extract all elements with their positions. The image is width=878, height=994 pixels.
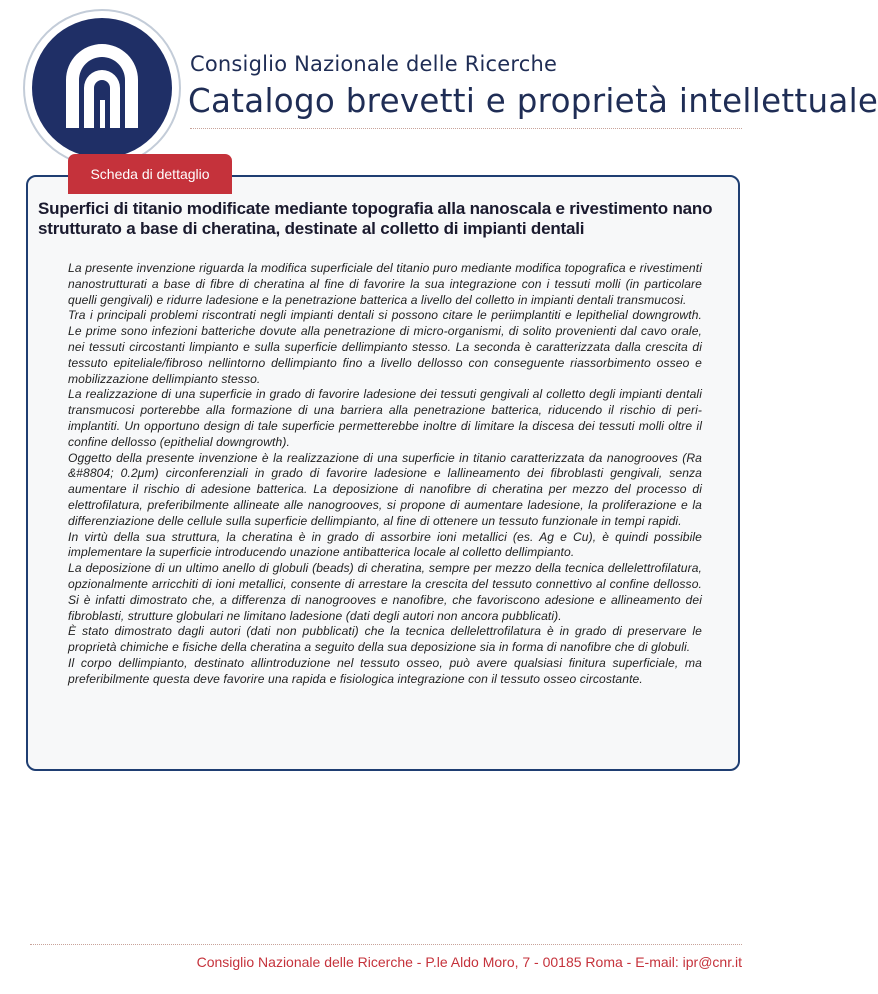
description-paragraph: La deposizione di un ultimo anello di globuli (beads) di cheratina, sempre per mezzo della tecnica dellelettrofilatura, opzionalmente arricchiti di ioni metallici, consente di arrestare la crescita del tessuto connettivo al confine dellosso. Si è infatti dimostrato che, a differenza di nanogrooves e nanofibre, che favoriscono adesione e allineamento dei fibroblasti, strutture globulari ne limitano ladesione (dati degli autori non ancora pubblicati). [68, 561, 702, 623]
description-paragraph: Oggetto della presente invenzione è la realizzazione di una superficie in titanio caratterizzata da nanogrooves (Ra &#8804; 0.2μm) circonferenziali in grado di favorire ladesione e lallineamento dei fibroblasti gengivali, senza aumentare il rischio di adesione batterica. La deposizione di nanofibre di cheratina per mezzo del processo di elettrofilatura, preferibilmente allineate alle nanogrooves, si propone di aumentare ladesione, la proliferazione e la differenziazione delle cellule sulla superficie dellimpianto, al fine di ottenere un tessuto funzionale in tempi rapidi. [68, 450, 702, 528]
cnr-logo [22, 8, 182, 168]
detail-panel [26, 175, 740, 771]
description-paragraph: In virtù della sua struttura, la cheratina è in grado di assorbire ioni metallici (es. Ag e Cu), è quindi possibile implementare la superficie introducendo unazione antibatterica locale al colletto dellimpianto. [68, 529, 702, 560]
description-paragraph: Tra i principali problemi riscontrati negli impianti dentali si possono citare le periimplantiti e lepithelial downgrowth. Le prime sono infezioni batteriche dovute alla penetrazione di micro-organismi, di solito provenienti dal cavo orale, nei tessuti circostanti limpianto e sulla superficie dellimpianto stesso. La seconda è caratterizzata dalla crescita di tessuto epiteliale/fibroso nellintorno dellimpianto fino a livello dellosso con conseguente riassorbimento osseo e mobilizzazione dellimpianto stesso. [68, 308, 702, 386]
description-paragraph: Il corpo dellimpianto, destinato allintroduzione nel tessuto osseo, può avere qualsiasi finitura superficiale, ma preferibilmente questa deve favorire una rapida e fisiologica integrazione con il tessuto osseo circostante. [68, 655, 702, 686]
description-paragraph: La realizzazione di una superficie in grado di favorire ladesione dei tessuti gengivali al colletto degli impianti dentali transmucosi porterebbe alla formazione di una barriera alla penetrazione batterica, riducendo il rischio di peri-implantiti. Un opportuno design di tale superficie permetterebbe inoltre di limitare la discesa dei tessuti molli oltre il confine dellosso (epithelial downgrowth). [68, 387, 702, 449]
patent-description [68, 261, 702, 688]
footer-divider [30, 944, 742, 945]
description-paragraph: È stato dimostrato dagli autori (dati non pubblicati) che la tecnica dellelettrofilatura è in grado di preservare le proprietà chimiche e fisiche della cheratina a seguito della sua deposizione sia in forma di nanofibre che di globuli. [68, 624, 702, 655]
description-paragraph: La presente invenzione riguarda la modifica superficiale del titanio puro mediante modifica topografica e rivestimenti nanostrutturati a base di fibre di cheratina al fine di favorire la sua integrazione con i tessuti molli (in particolare quelli gengivali) e ridurre ladesione e la penetrazione batterica a livello del colletto in impianti dentali transmucosi. [68, 261, 702, 307]
patent-title: Superfici di titanio modificate mediante topografia alla nanoscala e rivestimento nano strutturato a base di cheratina, destinate al colletto di impianti dentali [38, 199, 713, 238]
catalog-title: Catalogo brevetti e proprietà intellettuale [188, 82, 878, 120]
footer-contact: Consiglio Nazionale delle Ricerche - P.le Aldo Moro, 7 - 00185 Roma - E-mail: ipr@cnr.it [196, 954, 742, 970]
detail-tab: Scheda di dettaglio [68, 154, 232, 194]
organization-name: Consiglio Nazionale delle Ricerche [190, 52, 558, 76]
header-divider [190, 128, 742, 129]
